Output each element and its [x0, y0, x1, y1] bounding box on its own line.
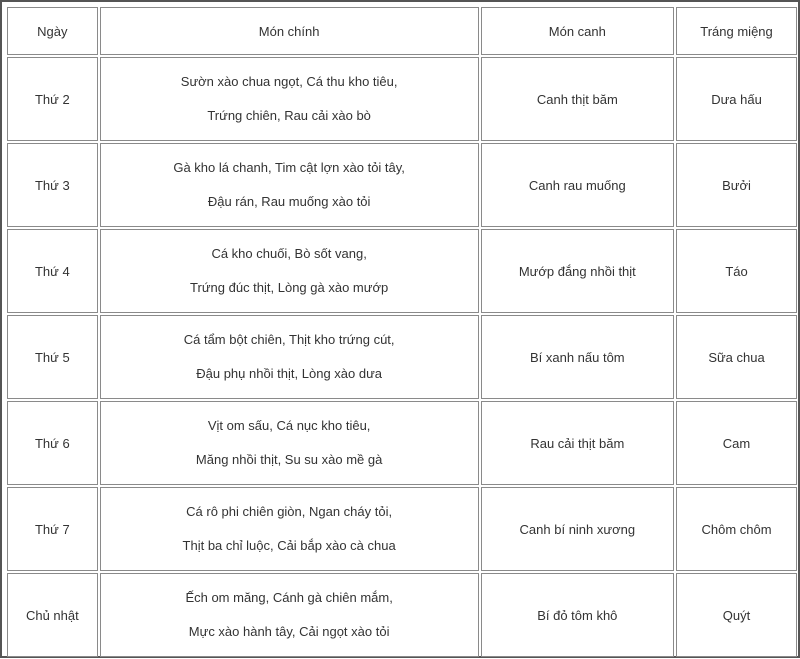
main-dish-line: Đậu phụ nhồi thịt, Lòng xào dưa [196, 366, 383, 381]
table-row [7, 315, 797, 399]
soup-cell: Canh bí ninh xương [481, 487, 674, 571]
soup-cell: Rau cải thịt băm [481, 401, 674, 485]
main-dish-line: Cá kho chuối, Bò sốt vang, [211, 246, 367, 261]
table-row [7, 401, 797, 485]
soup-cell: Bí xanh nấu tôm [481, 315, 674, 399]
main-dish-cell [100, 573, 479, 657]
main-dish-line: Cá tẩm bột chiên, Thịt kho trứng cút, [183, 332, 395, 347]
soup-cell: Canh rau muống [481, 143, 674, 227]
day-cell: Thứ 5 [7, 315, 98, 399]
main-dish-line: Cá rô phi chiên giòn, Ngan cháy tỏi, [186, 504, 393, 519]
main-dish-cell [100, 57, 479, 141]
main-dish-cell [100, 487, 479, 571]
main-dish-line: Mực xào hành tây, Cải ngọt xào tỏi [188, 624, 390, 639]
main-dish-line: Vịt om sấu, Cá nục kho tiêu, [207, 418, 371, 433]
table-row [7, 143, 797, 227]
soup-cell: Bí đỏ tôm khô [481, 573, 674, 657]
table-row [7, 573, 797, 657]
table-row [7, 487, 797, 571]
main-dish-line: Măng nhồi thịt, Su su xào mề gà [195, 452, 383, 467]
main-dish-line: Thịt ba chỉ luộc, Cải bắp xào cà chua [182, 538, 396, 553]
header-main-dish: Món chính [100, 7, 479, 55]
main-dish-line: Sườn xào chua ngọt, Cá thu kho tiêu, [180, 74, 398, 89]
main-dish-line: Ếch om măng, Cánh gà chiên mắm, [185, 590, 393, 605]
day-cell: Thứ 6 [7, 401, 98, 485]
main-dish-cell [100, 229, 479, 313]
dessert-cell: Cam [676, 401, 797, 485]
table-row [7, 57, 797, 141]
weekly-menu-table [5, 5, 799, 659]
main-dish-cell [100, 401, 479, 485]
dessert-cell: Bưởi [676, 143, 797, 227]
main-dish-line: Gà kho lá chanh, Tim cật lợn xào tỏi tây, [173, 160, 405, 175]
header-row [7, 7, 797, 55]
main-dish-line: Trứng chiên, Rau cải xào bò [207, 108, 371, 123]
day-cell: Thứ 4 [7, 229, 98, 313]
dessert-cell: Quýt [676, 573, 797, 657]
dessert-cell: Dưa hấu [676, 57, 797, 141]
main-dish-line: Trứng đúc thịt, Lòng gà xào mướp [190, 280, 389, 295]
header-day: Ngày [7, 7, 98, 55]
main-dish-line: Đậu rán, Rau muống xào tỏi [207, 194, 371, 209]
main-dish-cell [100, 143, 479, 227]
header-dessert: Tráng miệng [676, 7, 797, 55]
table-row [7, 229, 797, 313]
main-dish-cell [100, 315, 479, 399]
soup-cell: Mướp đắng nhồi thịt [481, 229, 674, 313]
dessert-cell: Táo [676, 229, 797, 313]
dessert-cell: Sữa chua [676, 315, 797, 399]
header-soup: Món canh [481, 7, 674, 55]
day-cell: Thứ 3 [7, 143, 98, 227]
day-cell: Thứ 7 [7, 487, 98, 571]
day-cell: Thứ 2 [7, 57, 98, 141]
day-cell: Chủ nhật [7, 573, 98, 657]
soup-cell: Canh thịt băm [481, 57, 674, 141]
dessert-cell: Chôm chôm [676, 487, 797, 571]
